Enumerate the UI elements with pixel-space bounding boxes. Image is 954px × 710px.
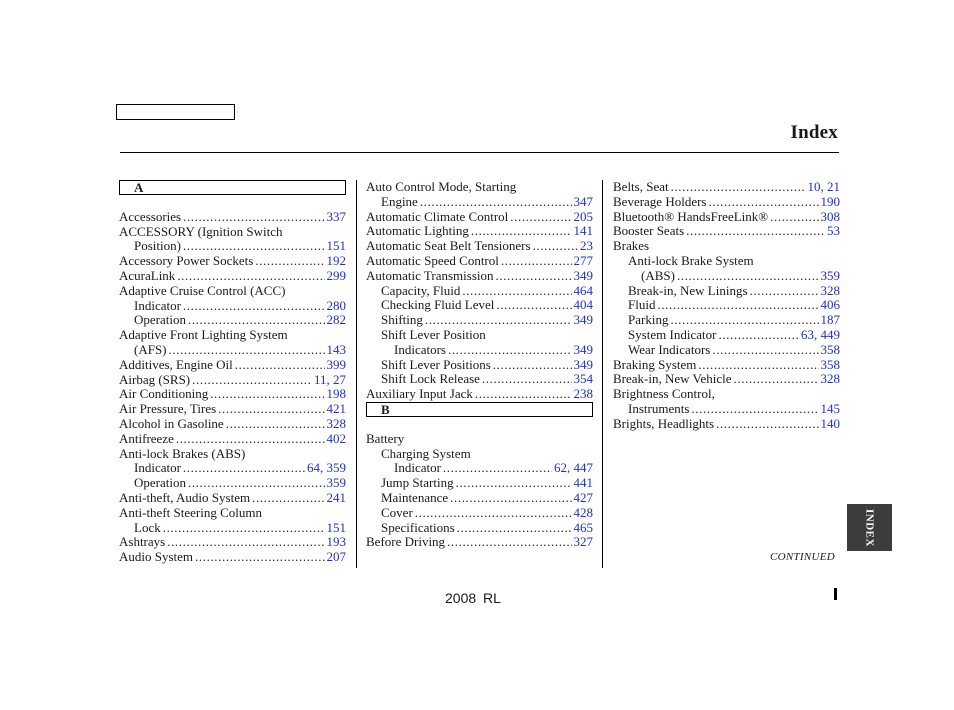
index-entry[interactable]	[366, 476, 593, 491]
dot-leader	[456, 476, 572, 491]
entry-term: Break-in, New Linings	[628, 282, 748, 298]
index-entry[interactable]	[613, 180, 840, 195]
index-entry[interactable]	[366, 491, 593, 506]
entry-term: Capacity, Fluid	[381, 282, 461, 298]
dot-leader	[195, 550, 324, 565]
index-entry[interactable]	[119, 521, 346, 536]
index-entry[interactable]	[613, 372, 840, 387]
entry-term: Brakes	[613, 238, 650, 254]
index-entry[interactable]	[613, 328, 840, 343]
index-entry	[366, 328, 593, 343]
column-divider	[356, 180, 357, 568]
index-entry[interactable]	[119, 461, 346, 476]
entry-term: (ABS)	[641, 267, 675, 283]
dot-leader	[183, 239, 325, 254]
entry-term: Adaptive Cruise Control (ACC)	[119, 282, 286, 298]
entry-term: Battery	[366, 430, 405, 446]
index-entry[interactable]	[119, 254, 346, 269]
index-entry[interactable]	[366, 506, 593, 521]
dot-leader	[734, 372, 819, 387]
entry-term: Before Driving	[366, 534, 446, 550]
dot-leader	[167, 535, 324, 550]
page-reference-link[interactable]: 151	[326, 519, 346, 535]
entry-term: Additives, Engine Oil	[119, 356, 233, 372]
page-reference-link[interactable]: 64, 359	[307, 460, 346, 476]
page-reference-link[interactable]: 421	[326, 401, 346, 417]
index-entry[interactable]	[366, 298, 593, 313]
index-entry[interactable]	[119, 239, 346, 254]
entry-term: Anti-theft Steering Column	[119, 504, 262, 520]
index-entry[interactable]	[366, 210, 593, 225]
page-reference-link[interactable]: 349	[573, 356, 593, 372]
dot-leader	[670, 313, 818, 328]
index-entry	[613, 387, 840, 402]
index-entry[interactable]	[613, 343, 840, 358]
index-entry[interactable]	[119, 476, 346, 491]
entry-term: Automatic Lighting	[366, 223, 469, 239]
page-reference-link[interactable]: 347	[573, 193, 593, 209]
page-reference-link[interactable]: 140	[820, 415, 840, 431]
page-reference-link[interactable]: 354	[573, 371, 593, 387]
dot-leader	[475, 387, 572, 402]
dot-leader	[188, 313, 325, 328]
index-entry[interactable]	[366, 239, 593, 254]
dot-leader	[163, 521, 325, 536]
page-reference-link[interactable]: 349	[573, 341, 593, 357]
entry-term: Bluetooth® HandsFreeLink®	[613, 208, 769, 224]
dot-leader	[448, 343, 572, 358]
page-reference-link[interactable]: 53	[827, 223, 840, 239]
dot-leader	[450, 491, 571, 506]
entry-term: Auxiliary Input Jack	[366, 386, 473, 402]
entry-term: (AFS)	[134, 341, 167, 357]
page-reference-link[interactable]: 190	[820, 193, 840, 209]
dot-leader	[698, 358, 818, 373]
entry-term: Maintenance	[381, 489, 449, 505]
entry-term: Indicator	[394, 460, 441, 476]
index-column-3	[613, 180, 840, 432]
index-entry	[366, 432, 593, 447]
page-reference-link[interactable]: 402	[326, 430, 346, 446]
dot-leader	[235, 358, 325, 373]
index-entry[interactable]	[119, 402, 346, 417]
continued-note: CONTINUED	[770, 551, 836, 563]
entry-term: Indicators	[394, 341, 446, 357]
entry-term: System Indicator	[628, 326, 717, 342]
entry-term: Automatic Seat Belt Tensioners	[366, 238, 531, 254]
dot-leader	[709, 195, 819, 210]
index-entry	[119, 506, 346, 521]
dot-leader	[750, 284, 819, 299]
entry-term: Audio System	[119, 549, 194, 565]
section-letter-header: B	[366, 402, 593, 417]
entry-term: Anti-lock Brake System	[628, 252, 754, 268]
page-reference-link[interactable]: 337	[326, 208, 346, 224]
page-reference-link[interactable]: 151	[326, 238, 346, 254]
entry-term: Position)	[134, 238, 181, 254]
dot-leader	[691, 402, 818, 417]
index-entry[interactable]	[366, 387, 593, 402]
entry-term: Air Conditioning	[119, 386, 209, 402]
entry-term: Indicator	[134, 297, 181, 313]
entry-term: Anti-lock Brakes (ABS)	[119, 445, 246, 461]
dot-leader	[210, 387, 324, 402]
entry-term: Parking	[628, 312, 669, 328]
page-reference-link[interactable]: 141	[573, 223, 593, 239]
index-entry[interactable]	[366, 254, 593, 269]
dot-leader	[183, 210, 324, 225]
dot-leader	[493, 358, 572, 373]
page-reference-link[interactable]: 308	[820, 208, 840, 224]
entry-term: Shifting	[381, 312, 423, 328]
entry-term: Alcohol in Gasoline	[119, 415, 224, 431]
page-reference-link[interactable]: 10, 21	[807, 179, 840, 194]
entry-term: Adaptive Front Lighting System	[119, 327, 288, 343]
index-entry[interactable]	[613, 358, 840, 373]
index-entry[interactable]	[613, 298, 840, 313]
page-reference-link[interactable]: 198	[326, 386, 346, 402]
dot-leader	[716, 417, 818, 432]
index-entry[interactable]	[613, 224, 840, 239]
entry-term: Brightness Control,	[613, 386, 715, 402]
dot-leader	[718, 328, 799, 343]
dot-leader	[192, 373, 312, 388]
page-reference-link[interactable]: 349	[573, 267, 593, 283]
page-reference-link[interactable]: 193	[326, 534, 346, 550]
entry-term: Belts, Seat	[613, 179, 669, 194]
entry-term: ACCESSORY (Ignition Switch	[119, 223, 283, 239]
entry-term: Airbag (SRS)	[119, 371, 191, 387]
page-reference-link[interactable]: 299	[326, 267, 346, 283]
entry-term: Wear Indicators	[628, 341, 711, 357]
dot-leader	[177, 269, 324, 284]
page-reference-link[interactable]: 280	[326, 297, 346, 313]
dot-leader	[420, 195, 572, 210]
index-entry[interactable]	[366, 313, 593, 328]
index-entry[interactable]	[119, 358, 346, 373]
index-entry[interactable]	[366, 372, 593, 387]
dot-leader	[482, 372, 572, 387]
page-number	[834, 588, 837, 600]
index-entry	[119, 225, 346, 240]
dot-leader	[770, 210, 818, 225]
section-letter-header: A	[119, 180, 346, 195]
column-divider	[602, 180, 603, 568]
index-entry[interactable]	[613, 269, 840, 284]
dot-leader	[471, 224, 572, 239]
entry-term: Accessory Power Sockets	[119, 253, 254, 269]
entry-term: Operation	[134, 475, 186, 491]
dot-leader	[188, 476, 325, 491]
dot-leader	[176, 432, 325, 447]
page-reference-link[interactable]: 349	[573, 312, 593, 328]
title-divider	[120, 152, 839, 153]
entry-term: Checking Fluid Level	[381, 297, 495, 313]
index-tab[interactable]	[847, 504, 892, 551]
index-entry[interactable]	[366, 343, 593, 358]
dot-leader	[712, 343, 818, 358]
index-entry[interactable]	[119, 343, 346, 358]
entry-term: Automatic Speed Control	[366, 252, 499, 268]
page-reference-link[interactable]: 205	[573, 208, 593, 224]
index-entry[interactable]	[119, 535, 346, 550]
index-entry[interactable]	[613, 417, 840, 432]
page-reference-link[interactable]: 63, 449	[801, 326, 840, 342]
page-reference-link[interactable]: 328	[820, 282, 840, 298]
page-reference-link[interactable]: 359	[820, 267, 840, 283]
page-reference-link[interactable]: 282	[326, 312, 346, 328]
page-reference-link[interactable]: 358	[820, 341, 840, 357]
entry-term: Shift Lever Position	[381, 326, 486, 342]
index-entry[interactable]	[613, 195, 840, 210]
page-title: Index	[790, 122, 838, 143]
entry-term: Instruments	[628, 400, 690, 416]
index-column-2	[366, 180, 593, 550]
dot-leader	[183, 299, 325, 314]
dot-leader	[443, 461, 552, 476]
entry-term: Ashtrays	[119, 534, 166, 550]
index-entry[interactable]	[119, 491, 346, 506]
index-entry[interactable]	[119, 417, 346, 432]
index-entry[interactable]	[119, 299, 346, 314]
entry-term: Indicator	[134, 460, 181, 476]
index-entry	[366, 180, 593, 195]
entry-term: Lock	[134, 519, 161, 535]
index-entry[interactable]	[366, 224, 593, 239]
dot-leader	[677, 269, 819, 284]
index-entry[interactable]	[366, 358, 593, 373]
index-entry[interactable]	[366, 195, 593, 210]
page-reference-link[interactable]: 23	[580, 238, 593, 254]
entry-term: Fluid	[628, 297, 656, 313]
page-reference-link[interactable]: 277	[573, 252, 593, 268]
index-entry[interactable]	[119, 210, 346, 225]
page-reference-link[interactable]: 62, 447	[554, 460, 593, 476]
index-entry[interactable]	[366, 269, 593, 284]
entry-term: Cover	[381, 504, 413, 520]
dot-leader	[252, 491, 324, 506]
index-entry[interactable]	[613, 284, 840, 299]
index-entry[interactable]	[119, 387, 346, 402]
index-tab-label: INDEX	[863, 508, 876, 547]
page-reference-link[interactable]: 328	[820, 371, 840, 387]
entry-term: Jump Starting	[381, 475, 454, 491]
index-entry	[119, 328, 346, 343]
page-number-text	[834, 588, 835, 589]
page-reference-link[interactable]: 327	[573, 534, 593, 550]
page-reference-link[interactable]: 428	[573, 504, 593, 520]
page-reference-link[interactable]: 406	[820, 297, 840, 313]
dot-leader	[218, 402, 324, 417]
dot-leader	[510, 210, 571, 225]
dot-leader	[447, 535, 571, 550]
dot-leader	[425, 313, 572, 328]
index-entry[interactable]	[366, 535, 593, 550]
index-entry[interactable]	[613, 210, 840, 225]
dot-leader	[457, 521, 572, 536]
entry-term: Beverage Holders	[613, 193, 707, 209]
dot-leader	[183, 461, 305, 476]
entry-term: Operation	[134, 312, 186, 328]
page-reference-link[interactable]: 441	[573, 475, 593, 491]
entry-term: AcuraLink	[119, 267, 176, 283]
dot-leader	[169, 343, 325, 358]
page-reference-link[interactable]: 358	[820, 356, 840, 372]
page-reference-link[interactable]: 192	[326, 253, 346, 269]
page-reference-link[interactable]: 359	[326, 475, 346, 491]
model-label: 2008 RL	[445, 590, 501, 606]
dot-leader	[226, 417, 325, 432]
index-entry[interactable]	[613, 313, 840, 328]
index-entry[interactable]	[366, 521, 593, 536]
page-reference-link[interactable]: 207	[326, 549, 346, 565]
dot-leader	[671, 180, 806, 195]
page-reference-link[interactable]: 404	[573, 297, 593, 313]
page-reference-link[interactable]: 399	[326, 356, 346, 372]
entry-term: Anti-theft, Audio System	[119, 489, 251, 505]
dot-leader	[496, 298, 571, 313]
page-reference-link[interactable]: 241	[326, 489, 346, 505]
index-entry[interactable]	[119, 432, 346, 447]
entry-term: Air Pressure, Tires	[119, 401, 217, 417]
dot-leader	[657, 298, 818, 313]
entry-term: Booster Seats	[613, 223, 685, 239]
entry-term: Specifications	[381, 519, 455, 535]
dot-leader	[255, 254, 324, 269]
index-entry	[119, 284, 346, 299]
page-reference-link[interactable]: 328	[326, 415, 346, 431]
dot-leader	[533, 239, 578, 254]
index-entry[interactable]	[366, 284, 593, 299]
entry-term: Shift Lock Release	[381, 371, 480, 387]
entry-term: Break-in, New Vehicle	[613, 371, 732, 387]
index-entry[interactable]	[119, 313, 346, 328]
entry-term: Automatic Climate Control	[366, 208, 509, 224]
entry-term: Accessories	[119, 208, 182, 224]
index-entry[interactable]	[119, 550, 346, 565]
page-reference-link[interactable]: 143	[326, 341, 346, 357]
page-reference-link[interactable]: 145	[820, 400, 840, 416]
index-entry[interactable]	[119, 373, 346, 388]
page-reference-link[interactable]: 238	[573, 386, 593, 402]
page-reference-link[interactable]: 465	[573, 519, 593, 535]
entry-term: Automatic Transmission	[366, 267, 494, 283]
entry-term: Auto Control Mode, Starting	[366, 179, 517, 194]
index-entry	[613, 254, 840, 269]
page-reference-link[interactable]: 11, 27	[313, 371, 346, 387]
dot-leader	[686, 224, 825, 239]
index-entry	[119, 447, 346, 462]
entry-term: Brights, Headlights	[613, 415, 715, 431]
index-entry	[366, 447, 593, 462]
index-entry	[613, 239, 840, 254]
page-reference-link[interactable]: 464	[573, 282, 593, 298]
entry-term: Engine	[381, 193, 418, 209]
page-reference-link[interactable]: 187	[820, 312, 840, 328]
dot-leader	[462, 284, 571, 299]
corner-frame	[116, 104, 235, 120]
index-column-1	[119, 180, 346, 565]
entry-term: Charging System	[381, 445, 471, 461]
index-entry[interactable]	[613, 402, 840, 417]
index-entry[interactable]	[119, 269, 346, 284]
page-reference-link[interactable]: 427	[573, 489, 593, 505]
entry-term: Shift Lever Positions	[381, 356, 491, 372]
index-entry[interactable]	[366, 461, 593, 476]
dot-leader	[415, 506, 572, 521]
entry-term: Braking System	[613, 356, 697, 372]
dot-leader	[501, 254, 572, 269]
entry-term: Antifreeze	[119, 430, 174, 446]
dot-leader	[496, 269, 572, 284]
